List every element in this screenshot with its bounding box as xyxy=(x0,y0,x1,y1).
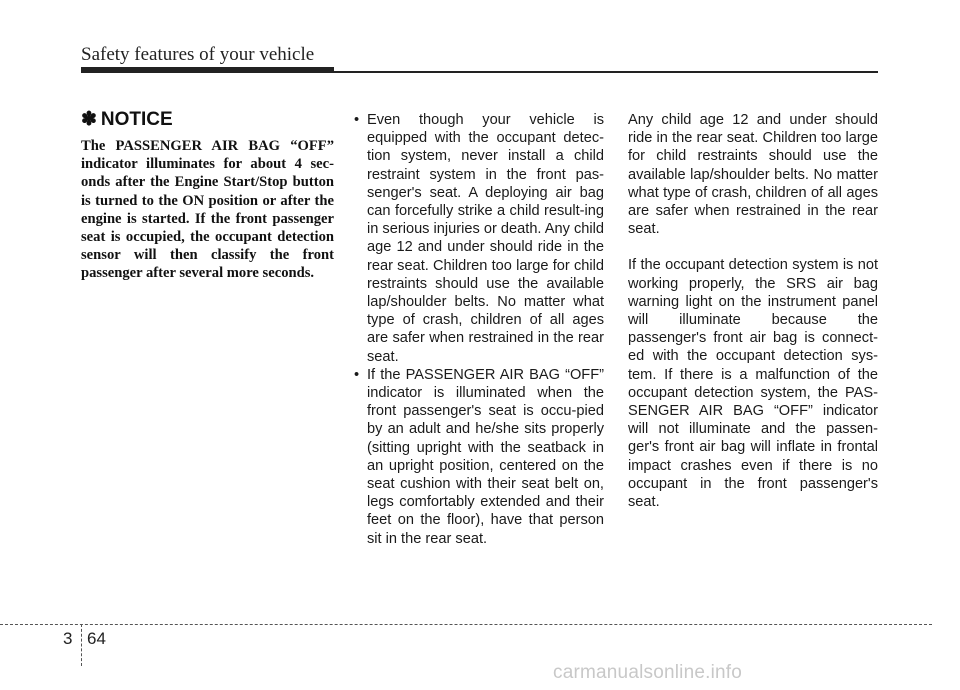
bullet-text: If the PASSENGER AIR BAG “OFF” indicator is illuminated when the front passenger's seat is occu-pied by an adult and he/she sits properly (sitting upright with the seatback in an upright position, centered on the seat cushion with their seat belt on, legs comfortably extended and their feet on the floor), have that person sit in the rear seat. xyxy=(367,366,604,547)
list-item xyxy=(354,366,604,548)
paragraph: Any child age 12 and under should ride in the rear seat. Children too large for child restraints should use the available lap/shoulder belts. No matter what type of crash, children of all ages are safer when restrained in the rear seat. xyxy=(628,112,878,238)
footer-page-separator xyxy=(81,624,82,666)
watermark: carmanualsonline.info xyxy=(553,662,743,683)
bullet-icon: • xyxy=(354,366,360,383)
bullet-text: Even though your vehicle is equipped with the occupant detec-tion system, never install a child restraint system in the front pas-senger's seat. A deploying air bag can forcefully strike a child result-ing in serious injuries or death. Any child age 12 and under should ride in the rear seat. Children too large for child restraints should use the available lap/shoulder belts. No matter what type of crash, children of all ages are safer when restrained in the rear seat. xyxy=(367,112,604,365)
notice-column xyxy=(81,108,334,283)
notice-heading-text: NOTICE xyxy=(100,109,173,130)
list-item xyxy=(354,111,604,366)
section-title: Safety features of your vehicle xyxy=(81,44,315,65)
bullet-column xyxy=(354,111,604,548)
paragraph: If the occupant detection system is not working properly, the SRS air bag warning light on the instrument panel will illuminate because the passenger's front air bag is connect-ed with the occupant detection sys-tem. If there is a malfunction of the occupant detection system, the PAS-SENGER AIR BAG “OFF” indicator will not illuminate and the passen-ger's front air bag will inflate in frontal impact crashes even if there is no occupant in the front passenger's seat. xyxy=(628,257,878,511)
bullet-list xyxy=(354,111,604,548)
notice-text: The PASSENGER AIR BAG “OFF” indicator illuminates for about 4 sec-onds after the Engine Start/Stop button is turned to the ON position or after the engine is started. If the front passenger seat is occupied, the occupant detection sensor will then classify the front passenger after several more seconds. xyxy=(81,138,334,282)
notice-heading xyxy=(81,108,334,131)
header-rule xyxy=(81,71,878,73)
footer-dashed-rule xyxy=(0,624,932,625)
page-number: 64 xyxy=(87,629,106,648)
bullet-icon: • xyxy=(354,112,360,128)
paragraph-column xyxy=(628,111,878,511)
chapter-number: 3 xyxy=(63,629,73,648)
notice-star-icon: ✽ xyxy=(81,109,97,130)
